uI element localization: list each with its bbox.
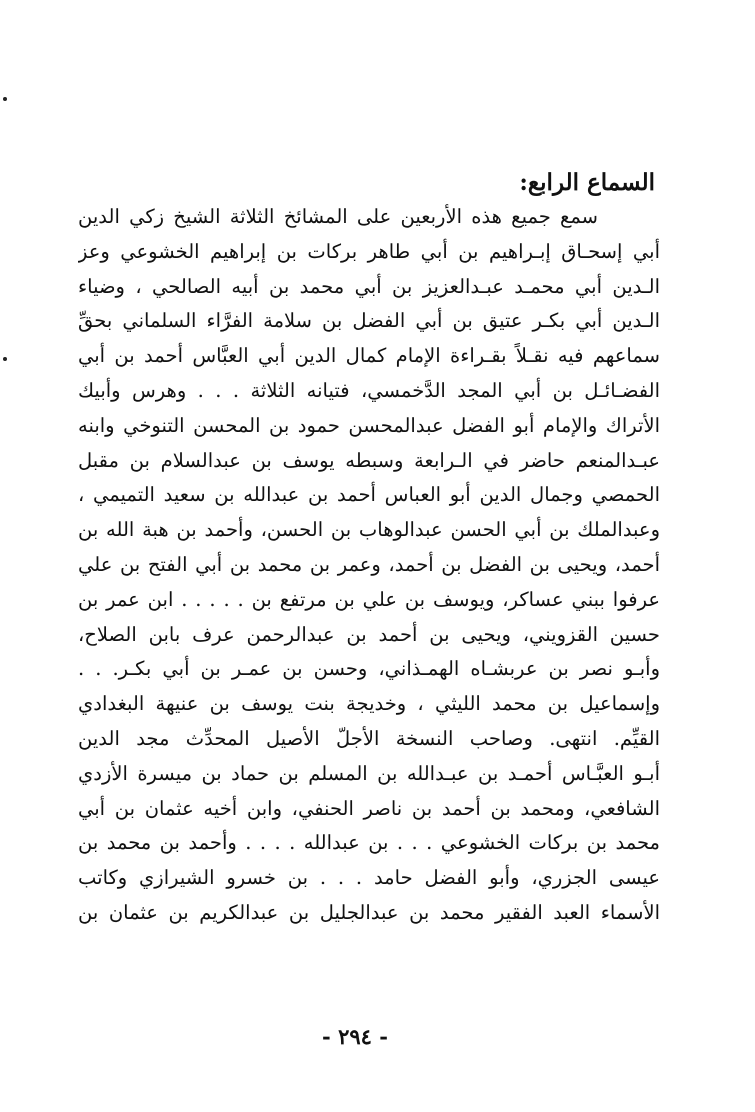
text-line: حسين القزويني، ويحيى بن أحمد بن عبدالرحمن عرف بابن الصلاح، xyxy=(78,622,660,646)
text-line: القيِّم. انتهى. وصاحب النسخة الأجلّ الأصيل المحدِّث مجد الدين xyxy=(78,726,660,750)
text-line: الأتراك والإمام أبو الفضل عبدالمحسن حمود بن المحسن التنوخي وابنه xyxy=(78,413,660,437)
text-line: وعبدالملك بن أبي الحسن عبدالوهاب بن الحسن، وأحمد بن هبة الله بن xyxy=(78,518,660,542)
text-line: الشافعي، ومحمد بن أحمد بن ناصر الحنفي، وابن أخيه عثمان بن أبي xyxy=(78,796,660,820)
text-line: الـدين أبي محمـد عبـدالعزيز بن أبي محمد بن أبيه الصالحي ، وضياء xyxy=(78,274,660,298)
text-line: الأسماء العبد الفقير محمد بن عبدالجليل بن عبدالكريم بن عثمان بن xyxy=(78,900,660,924)
text-line: عبـدالمنعم حاضر في الـرابعة وسبطه يوسف بن عبدالسلام بن مقبل xyxy=(78,448,660,472)
text-line: وإسماعيل بن محمد الليثي ، وخديجة بنت يوسف بن عنيهة البغدادي xyxy=(78,692,660,716)
text-line: أحمد، ويحيى بن الفضل بن أحمد، وعمر بن محمد بن أبي الفتح بن علي xyxy=(78,552,660,576)
text-line: الـدين أبي بكـر عتيق بن أبي الفضل بن سلامة الفرَّاء السلماني بحقِّ xyxy=(78,309,660,333)
text-line: عرفوا ببني عساكر، ويوسف بن علي بن مرتفع بن . . . . . ابن عمر بن xyxy=(78,587,660,611)
text-line: أبي إسحـاق إبـراهيم بن أبي طاهر بركات بن إبراهيم الخشوعي وعز xyxy=(78,239,660,263)
body-text xyxy=(78,200,660,931)
text-line: محمد بن بركات الخشوعي . . . بن عبدالله . . . . وأحمد بن محمد بن xyxy=(78,831,660,855)
text-line: وأبـو نصر بن عربشـاه الهمـذاني، وحسن بن عمـر بن أبي بكـر. . . xyxy=(78,657,660,681)
margin-mark-middle xyxy=(3,357,7,361)
text-line: سمع جميع هذه الأربعين على المشائخ الثلاثة الشيخ زكي الدين xyxy=(78,205,598,228)
page-number: - ٢٩٤ - xyxy=(322,1024,388,1049)
text-line: أبـو العبَّـاس أحمـد بن عبـدالله بن المسلم بن حماد بن ميسرة الأزدي xyxy=(78,761,660,785)
text-line: عيسى الجزري، وأبو الفضل حامد . . . بن خسرو الشيرازي وكاتب xyxy=(78,866,660,890)
text-line: الفضـائـل بن أبي المجد الدَّخمسي، فتيانه الثلاثة . . . وهرس وأبيك xyxy=(78,378,660,402)
text-line: سماعهم فيه نقـلاً بقـراءة الإمام كمال الدين أبي العبَّاس أحمد بن أبي xyxy=(78,344,660,368)
section-heading: السماع الرابع: xyxy=(519,169,655,197)
text-line: الحمصي وجمال الدين أبو العباس أحمد بن عبدالله بن سعيد التميمي ، xyxy=(78,483,660,507)
margin-mark-top xyxy=(3,97,7,101)
